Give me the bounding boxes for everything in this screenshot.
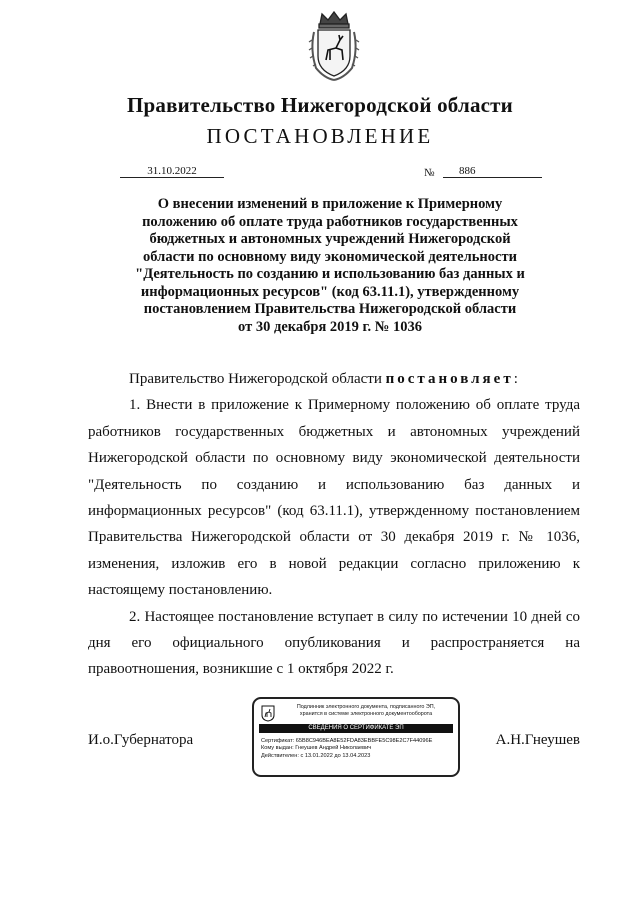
- stamp-row-validity: [261, 753, 455, 760]
- preamble-colon: :: [513, 371, 518, 387]
- electronic-signature-stamp: [252, 697, 460, 777]
- preamble: [88, 366, 580, 392]
- stamp-header-line: Подлинник электронного документа, подписанного ЭП,: [296, 704, 436, 710]
- subject-line: О внесении изменений в приложение к Примерному: [157, 196, 503, 212]
- coat-of-arms-icon: [306, 10, 362, 82]
- stamp-value: Гнеушев Андрей Николаевич: [295, 745, 372, 752]
- stamp-details: [261, 738, 455, 760]
- document-body: [88, 366, 580, 683]
- stamp-row-owner: [261, 745, 455, 752]
- preamble-resolves: постановляет: [385, 371, 514, 387]
- document-number: 886: [443, 165, 542, 178]
- stamp-value: с 13.01.2022 до 13.04.2023: [300, 752, 371, 759]
- stamp-label: Действителен:: [261, 752, 299, 759]
- subject-line: бюджетных и автономных учреждений Нижегородской: [149, 231, 511, 247]
- stamp-label: Сертификат:: [261, 738, 295, 744]
- subject-line: положению об оплате труда работников государственных: [142, 213, 518, 230]
- paragraph-1: 1. Внести в приложение к Примерному положению об оплате труда работников государственных бюджетных и автономных учреждений Нижегородской области по основному виду экономической деятельности "Деятельность по созданию и использованию баз данных и информационных ресурсов" (код 63.11.1), утвержденному постановлением Правительства Нижегородской области от 30 декабря 2019 г. № 1036, изменения, изложив его в новой редакции согласно приложению к настоящему постановлению.: [88, 397, 580, 599]
- number-sign: №: [424, 167, 435, 179]
- subject-line: от 30 декабря 2019 г. № 1036: [238, 318, 422, 335]
- stamp-header-line: хранится в системе электронного документооборота: [299, 710, 433, 717]
- coat-of-arms-icon: [261, 704, 275, 722]
- stamp-header: [278, 704, 454, 717]
- stamp-value: 65B8C946BEA8E52FDA83EBBFE5C98E2C7F44096E: [295, 738, 433, 744]
- subject-line: информационных ресурсов" (код 63.11.1), утвержденному: [140, 283, 520, 300]
- document-type: ПОСТАНОВЛЕНИЕ: [206, 124, 434, 148]
- subject-line: области по основному виду экономической деятельности: [143, 248, 517, 265]
- government-title: Правительство Нижегородской области: [127, 93, 513, 117]
- document-subject: [120, 196, 540, 336]
- subject-line: постановлением Правительства Нижегородской области: [143, 301, 517, 317]
- document-date: 31.10.2022: [120, 165, 224, 178]
- subject-line: "Деятельность по созданию и использованию баз данных и: [135, 266, 525, 282]
- preamble-text: Правительство Нижегородской области: [129, 371, 386, 387]
- stamp-title-bar: СВЕДЕНИЯ О СЕРТИФИКАТЕ ЭП: [259, 724, 453, 733]
- paragraph-2: 2. Настоящее постановление вступает в силу по истечении 10 дней со дня его официального опубликования и распространяется на правоотношения, возникшие с 1 октября 2022 г.: [88, 608, 580, 678]
- signatory-position: И.о.Губернатора: [88, 732, 194, 748]
- signatory-name: А.Н.Гнеушев: [495, 732, 580, 748]
- stamp-label: Кому выдан:: [261, 745, 294, 752]
